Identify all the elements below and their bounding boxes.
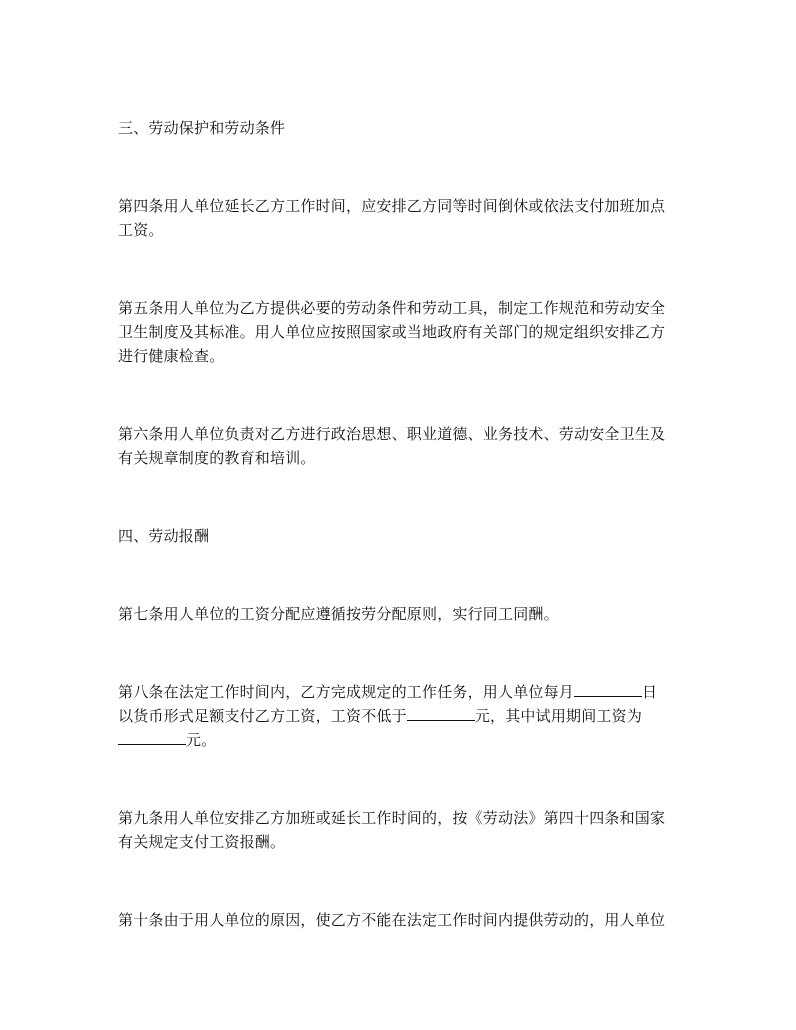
article-8-line-2-text: 以货币形式足额支付乙方工资，工资不低于: [118, 707, 407, 725]
article-8-line-3-suffix: 元。: [186, 731, 217, 749]
article-8-line-1-text: 第八条在法定工作时间内，乙方完成规定的工作任务，用人单位每月: [118, 683, 575, 701]
article-8-line-2-suffix: 元，其中试用期间工资为: [474, 707, 643, 725]
article-5-line-1: 第五条用人单位为乙方提供必要的劳动条件和劳动工具，制定工作规范和劳动安全: [118, 299, 666, 317]
article-5-line-2: 卫生制度及其标准。用人单位应按照国家或当地政府有关部门的规定组织安排乙方: [118, 323, 666, 341]
probation-wage-blank: [118, 730, 186, 745]
article-5-line-3: 进行健康检查。: [118, 347, 225, 365]
pay-day-blank: [574, 682, 642, 697]
article-10-line-1: 第十条由于用人单位的原因，使乙方不能在法定工作时间内提供劳动的，用人单位: [118, 911, 666, 929]
article-6-line-2: 有关规章制度的教育和培训。: [118, 449, 316, 467]
article-4-line-2: 工资。: [118, 221, 164, 239]
section-heading-remuneration: 四、劳动报酬: [118, 527, 210, 545]
article-8-line-3: [118, 728, 216, 752]
section-heading-labor-protection: 三、劳动保护和劳动条件: [118, 119, 286, 137]
article-8-line-1: [118, 680, 657, 704]
article-4-line-1: 第四条用人单位延长乙方工作时间，应安排乙方同等时间倒休或依法支付加班加点: [118, 197, 666, 215]
article-8-line-2: [118, 704, 642, 728]
article-9-line-1: 第九条用人单位安排乙方加班或延长工作时间的，按《劳动法》第四十四条和国家: [118, 809, 666, 827]
article-9-line-2: 有关规定支付工资报酬。: [118, 833, 286, 851]
article-8-line-1-suffix: 日: [642, 683, 658, 701]
article-7-line-1: 第七条用人单位的工资分配应遵循按劳分配原则，实行同工同酬。: [118, 605, 559, 623]
article-6-line-1: 第六条用人单位负责对乙方进行政治思想、职业道德、业务技术、劳动安全卫生及: [118, 425, 666, 443]
minimum-wage-blank: [407, 706, 475, 721]
